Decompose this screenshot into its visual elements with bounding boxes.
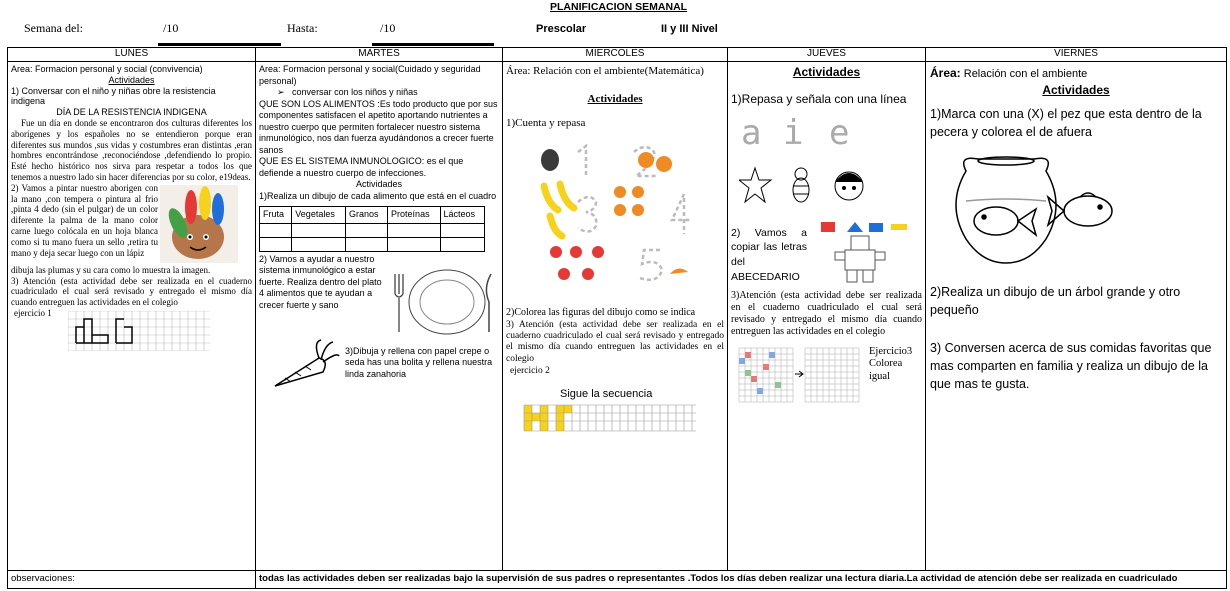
miercoles-activity-3: 3) Atención (esta actividad debe ser realizada en el cuaderno cuadriculado el cual será revisado y entregado el mismo día cuando entreguen las actividades en el colegio [506, 319, 724, 364]
plate-image [387, 268, 495, 336]
semana-label: Semana del: [24, 21, 83, 35]
observaciones-text: todas las actividades deben ser realizadas bajo la supervisión de sus padres o representantes .Todos los días deben realizar una lectura diaria.La actividad de atención debe ser realizada en cuadriculado [256, 571, 1227, 589]
lunes-area: Area: Formacion personal y social (convivencia) [11, 64, 203, 74]
hasta-value: /10 [380, 21, 396, 35]
cell-lunes [8, 62, 256, 571]
observaciones-row [8, 571, 1227, 589]
lunes-activity-2-end: dibuja las plumas y su cara como lo muestra la imagen. [11, 264, 211, 275]
fish-bowl-image [948, 145, 1128, 273]
carrot-image [265, 338, 341, 396]
hasta-label: Hasta: [287, 21, 318, 35]
miercoles-ejercicio-label: ejercicio 2 [510, 366, 550, 377]
cell-jueves [728, 62, 926, 571]
viernes-activity-3: 3) Conversen acerca de sus comidas favoritas que mas comparten en familia y realiza un dibujo de la que mas te gusta. [930, 341, 1212, 392]
martes-activity-2: 2) Vamos a ayudar a nuestro sistema inmunológico a estar fuerte. Realiza dentro del plato 4 alimentos que te ayudan a crecer fuerte y sano [259, 253, 382, 310]
vowel-e: e [829, 112, 850, 153]
martes-bullet [259, 87, 499, 99]
jueves-activity-2: 2) Vamos a copiar las letras del ABECEDARIO [731, 226, 807, 283]
martes-area: Area: Formacion personal y social(Cuidado y seguridad personal) [259, 64, 481, 86]
cell-martes [256, 62, 503, 571]
lunes-actividades-heading: Actividades [108, 74, 155, 85]
day-header-jueves: JUEVES [728, 48, 926, 62]
nivel-label: II y III Nivel [661, 23, 718, 35]
sequence-label: Sigue la secuencia [560, 388, 653, 401]
food-header-fruta: Fruta [260, 207, 292, 224]
food-header-lacteos: Lácteos [440, 207, 484, 224]
viernes-area [930, 66, 1222, 81]
jueves-ejercicio-block [731, 338, 922, 408]
viernes-activity-1: 1)Marca con una (X) el pez que esta dentro de la pecera y colorea el de afuera [930, 106, 1202, 139]
lunes-activity-2-block [11, 183, 252, 276]
lunes-activity-1: 1) Conversar con el niño y niñas obre la resistencia indigena [11, 85, 216, 107]
miercoles-actividades-heading: Actividades [587, 92, 643, 105]
martes-actividades-heading: Actividades [355, 179, 403, 190]
lunes-dia-title: DÍA DE LA RESISTENCIA INDIGENA [56, 107, 207, 118]
grid-pattern-exercise-1 [68, 311, 210, 351]
lunes-story: Fue un día en donde se encontraron dos culturas diferentes los aborígenes y los españoles no se entendieron porque eran diferentes sus mundos ,sus vidas y costumbres eran distintas ,eran hombres encontrándose ,reconociéndose ,defendiendo lo propio. Esté hecho histórico nos sirva para respetar a todos los que tenemos a nuestro lado sin hacer diferencias por su color, e19deas. [11, 117, 252, 182]
page-header [0, 0, 1230, 46]
miercoles-activity-1: 1)Cuenta y repasa [506, 117, 586, 130]
activities-row [8, 62, 1227, 571]
vowel-pictures-image [739, 162, 869, 208]
martes-activity-3-block [259, 338, 499, 398]
day-header-miercoles: MIERCOLES [503, 48, 728, 62]
viernes-activity-2: 2)Realiza un dibujo de un árbol grande y otro pequeño [930, 284, 1181, 318]
semana-underline [158, 43, 281, 46]
jueves-actividades-heading: Actividades [792, 65, 861, 79]
jueves-activity-2-block [731, 220, 922, 290]
day-header-martes: MARTES [256, 48, 503, 62]
page-title: PLANIFICACION SEMANAL [550, 1, 688, 13]
viernes-actividades-heading: Actividades [1042, 83, 1110, 98]
prescolar-label: Prescolar [536, 23, 587, 35]
cell-miercoles [503, 62, 728, 571]
day-header-lunes: LUNES [8, 48, 256, 62]
lunes-activity-2: 2) Vamos a pintar nuestro aborigen con la mano ,con tempera o pintura al frio ,pinta 4 dedo (sin el pulgar) de un color diferente la palma de la mano color carne luego colócala en un hoja blanca como si tu mano fuera un sello ,retira tu mano y deja secar luego con un lápiz [11, 182, 158, 258]
jueves-ejercicio-label: Ejercicio3 Colorea igual [869, 345, 913, 382]
martes-alimentos-text: QUE SON LOS ALIMENTOS :Es todo producto que por sus componentes satisfacen el apetito aportando nutrientes a nuestro cuerpo que permiten fortalecer nuestro sistema inmunológico, nos dan fuerza ayudándonos a crecer fuerte sanos [259, 98, 498, 155]
viernes-area-label: Área: [930, 66, 961, 80]
handprint-aborigen-image [160, 185, 238, 263]
bullet-arrow-icon: ➢ [277, 87, 293, 98]
viernes-area-value: Relación con el ambiente [963, 68, 1088, 80]
martes-activity-3: 3)Dibuja y rellena con papel crepe o seda has una bolita y rellena nuestra linda zanahoria [345, 345, 493, 379]
jueves-activity-1: 1)Repasa y señala con una línea [731, 92, 907, 107]
count-and-trace-image [536, 136, 696, 288]
hasta-underline [372, 43, 494, 46]
lunes-ejercicio-label: ejercicio 1 [14, 307, 52, 318]
vowel-i: i [783, 112, 804, 153]
food-header-granos: Granos [345, 207, 387, 224]
day-header-viernes: VIERNES [926, 48, 1227, 62]
observaciones-label: observaciones: [8, 571, 256, 589]
food-header-proteinas: Proteínas [388, 207, 440, 224]
food-group-table [259, 206, 485, 252]
martes-activity-1: 1)Realiza un dibujo de cada alimento que está en el cuadro [259, 190, 497, 201]
semana-value: /10 [163, 21, 179, 35]
miercoles-area: Área: Relación con el ambiente(Matemática) [506, 65, 704, 77]
sequence-grid-image [522, 403, 698, 433]
lunes-activity-3: 3) Atención (esta actividad debe ser realizada en el cuaderno cuadriculado el cual será revisado y entregado el mismo día cuando entreguen las actividades en el colegio [11, 275, 252, 308]
jueves-activity-3: 3)Atención (esta actividad debe ser realizada en el cuaderno cuadriculado el cual será revisado y entregado el mismo día cuando entreguen las actividades en el colegio [731, 289, 922, 337]
miercoles-activity-2: 2)Colorea las figuras del dibujo como se indica [506, 307, 696, 319]
martes-bullet-text: conversar con los niños y niñas [292, 87, 418, 98]
weekly-plan-table [7, 47, 1227, 589]
martes-activity-2-block [259, 254, 499, 338]
cell-viernes [926, 62, 1227, 571]
vowels-row [731, 112, 922, 158]
robot-shapes-image [817, 220, 911, 286]
food-header-vegetales: Vegetales [292, 207, 346, 224]
martes-inmunologico-text: QUE ES EL SISTEMA INMUNOLOGICO: es el que defiende a nuestro cuerpo de infecciones. [259, 156, 464, 178]
day-header-row [8, 48, 1227, 62]
vowel-a: a [741, 112, 762, 153]
color-match-grid-image [733, 340, 863, 408]
